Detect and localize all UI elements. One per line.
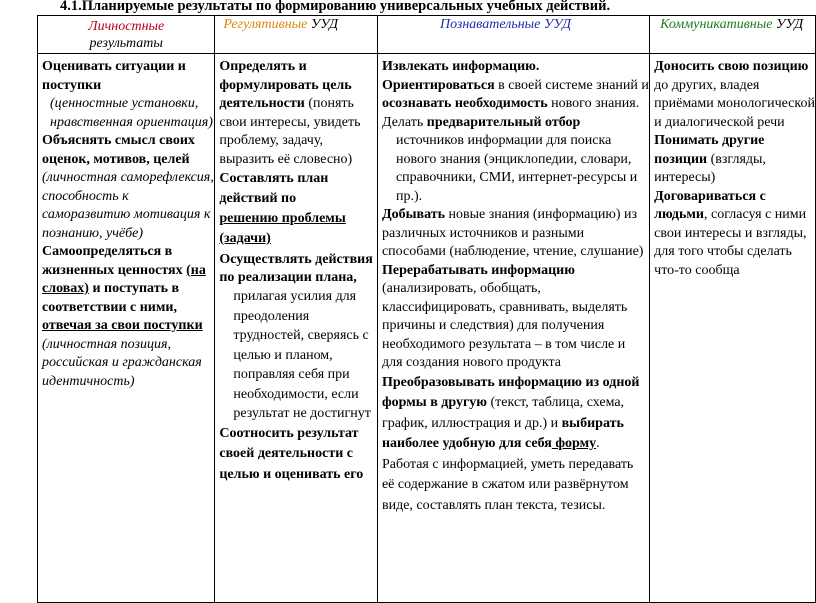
header-cognitive	[377, 16, 649, 54]
cognitive-item-5a: Преобразовывать информацию из одной формы в другую	[381, 374, 640, 410]
header-communicative	[650, 16, 816, 54]
personal-item-3c: и поступать в соответствии с ними,	[42, 281, 180, 315]
regulatory-item-2b: решению проблемы (задачи)	[219, 211, 346, 246]
communicative-line-8: Договариваться с	[654, 188, 766, 204]
communicative-line-4: и диалогической речи	[654, 114, 785, 130]
regulatory-item-2: Составлять план действий по	[219, 171, 329, 206]
cognitive-item-2b: предварительный отбор	[426, 114, 581, 130]
personal-item-1: Оценивать ситуации и поступки	[42, 59, 186, 93]
regulatory-item-1a: Определять и формулировать цель деятельности	[219, 59, 352, 111]
personal-note-1: (ценностные установки, нравственная ориентация)	[50, 96, 213, 130]
communicative-line-12: что-то сообща	[654, 262, 740, 278]
personal-cell	[38, 54, 215, 603]
page-title: 4.1.Планируемые результаты по формированию универсальных учебных действий.	[60, 0, 611, 14]
header-cognitive-label: Познавательные УУД	[439, 17, 572, 32]
communicative-line-1: Доносить свою позицию	[654, 59, 809, 74]
cognitive-item-5	[382, 373, 649, 517]
cognitive-item-3b: новые знания (информацию) из различных источников и разными способами (наблюдение, чтение, слушание)	[381, 207, 644, 259]
content-row	[38, 54, 816, 603]
cognitive-item-4: Перерабатывать информацию	[381, 262, 575, 278]
regulatory-item-1	[219, 58, 377, 169]
cognitive-item-5d: форму	[551, 436, 597, 451]
cognitive-cell	[377, 54, 649, 603]
cognitive-item-1b-d: нового знания.	[547, 96, 640, 111]
communicative-line-3: приёмами монологической	[654, 96, 815, 111]
header-personal-line1: Личностные	[88, 19, 165, 34]
cognitive-item-5b: (текст, таблица, схема, график, иллюстрация и др.) и	[381, 395, 625, 431]
header-regulatory-suffix: УУД	[307, 17, 339, 32]
communicative-line-9	[654, 206, 815, 225]
cognitive-item-2c: источников информации для поиска нового знания (энциклопедии, словари, справочники, СМИ, интернет-ресурсы и пр.).	[395, 133, 638, 204]
communicative-line-9b: , согласуя с ними	[704, 207, 807, 222]
personal-item-3d: отвечая за свои поступки	[42, 318, 203, 333]
cognitive-item-2a: Делать	[381, 114, 427, 130]
cognitive-item-1b-b: в своей системе знаний и	[494, 77, 649, 93]
personal-item-2: Объяснять смысл своих оценок, мотивов, целей	[42, 133, 195, 167]
regulatory-item-3b: прилагая усилия для преодоления трудностей, сверяясь с целью и планом, поправляя себя при необходимости, если результат не достигнут	[233, 289, 371, 421]
regulatory-item-4: Соотносить результат своей деятельности с целью и оценивать его	[219, 425, 364, 482]
communicative-line-10: свои интересы и взгляды,	[654, 225, 807, 241]
cognitive-item-3a: Добывать	[381, 207, 446, 222]
header-regulatory-label: Регулятивные	[223, 17, 308, 32]
regulatory-item-3: Осуществлять действия по реализации плана,	[219, 252, 373, 285]
uud-table	[37, 15, 816, 603]
cognitive-item-3	[382, 206, 649, 262]
header-personal-line2: результаты	[89, 36, 163, 51]
communicative-line-6	[654, 151, 815, 170]
personal-item-3b: (на словах)	[42, 262, 206, 296]
communicative-line-2: до других, владея	[654, 77, 760, 93]
header-communicative-label: Коммуникативные	[660, 17, 773, 32]
header-personal	[38, 16, 215, 54]
communicative-line-9a: людьми	[654, 207, 704, 222]
communicative-line-11: для того чтобы сделать	[654, 244, 792, 259]
regulatory-cell	[215, 54, 378, 603]
cognitive-item-1b-c: осознавать необходимость	[381, 96, 548, 111]
cognitive-item-2	[382, 114, 649, 133]
personal-note-3: (личностная позиция, российская и гражданская идентичность)	[42, 336, 202, 389]
personal-item-3	[42, 243, 214, 391]
cognitive-item-5c: выбирать наиболее удобную для себя	[381, 415, 624, 451]
personal-item-3a: Самоопределяться в жизненных ценностях	[42, 244, 183, 278]
header-row	[38, 16, 816, 54]
cognitive-item-5e: . Работая с информацией, уметь передавать её содержание в сжатом или развёрнутом виде, составлять план текста, тезисы.	[381, 436, 634, 513]
cognitive-item-1: Извлекать информацию.	[381, 59, 540, 74]
cognitive-item-1b	[382, 77, 649, 114]
regulatory-item-1b: (понять свои интересы, увидеть проблему, задачу, выразить её словесно)	[219, 96, 361, 167]
communicative-line-5: Понимать другие	[654, 133, 765, 148]
communicative-line-6b: (взгляды,	[707, 151, 766, 167]
cognitive-item-1b-a: Ориентироваться	[381, 77, 495, 93]
header-regulatory	[215, 16, 378, 54]
communicative-cell	[650, 54, 816, 603]
communicative-line-7: интересы)	[654, 170, 716, 185]
communicative-line-6a: позиции	[654, 151, 708, 167]
personal-note-2: (личностная саморефлексия, способность к саморазвитию мотивация к познанию, учёбе)	[42, 170, 214, 241]
header-communicative-suffix: УУД	[772, 17, 804, 32]
cognitive-item-4b: (анализировать, обобщать, классифицировать, сравнивать, выделять причины и следствия) для получения необходимого результата – в том числе и для создания нового продукта	[381, 281, 628, 370]
